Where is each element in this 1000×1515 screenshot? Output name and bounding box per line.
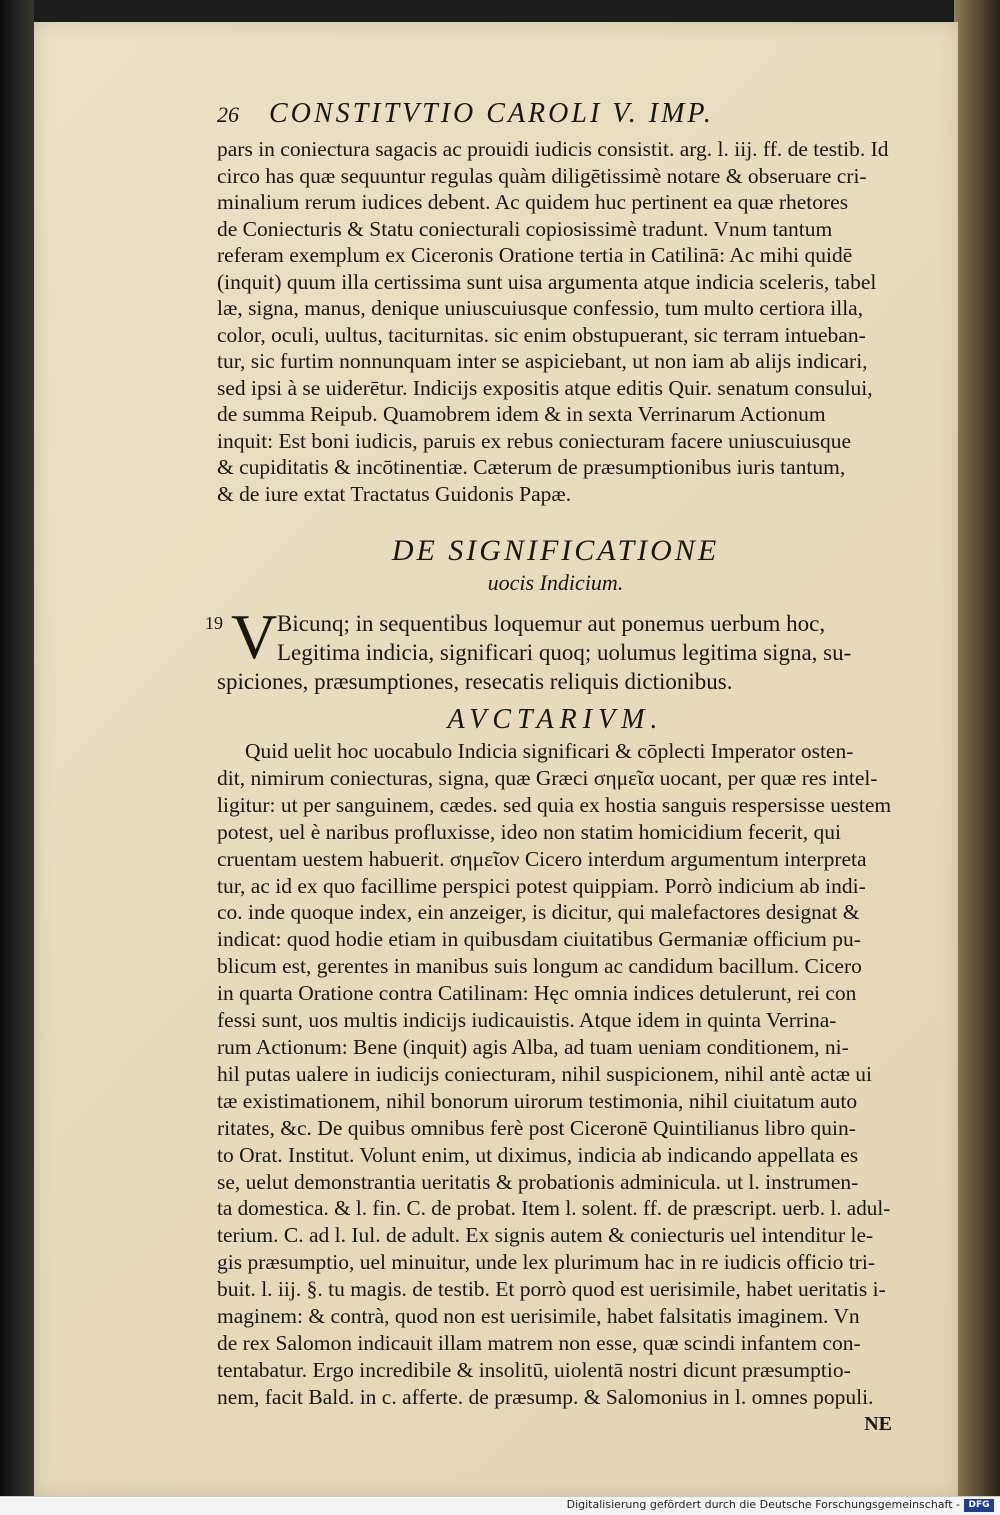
- text-line: tur, sic furtim nonnunquam inter se aspiciebant, ut non iam ab alijs indicari,: [217, 349, 868, 373]
- section-body: [205, 601, 894, 696]
- text-line: in quarta Oratione contra Catilinam: Hęc omnia indices detulerunt, rei con: [217, 981, 857, 1006]
- running-head: [217, 98, 894, 134]
- text-line: rum Actionum: Bene (inquit) agis Alba, ad tuam ueniam conditionem, ni-: [217, 1034, 849, 1059]
- auctarium-heading: AVCTARIVM.: [447, 704, 664, 735]
- text-line: potest, uel è naribus profluxisse, ideo non statim homicidium fecerit, qui: [217, 819, 841, 844]
- text-line: de summa Reipub. Quamobrem idem & in sexta Verrinarum Actionum: [217, 402, 826, 426]
- text-line: (inquit) quum illa certissima sunt uisa argumenta atque indicia sceleris, tabel: [217, 269, 877, 294]
- text-line: Legitima indicia, significari quoq; uolumus legitima signa, su-: [277, 640, 852, 665]
- text-line: buit. l. iij. §. tu magis. de testib. Et porrò quod est uerisimile, habet ueritatis i-: [217, 1277, 886, 1302]
- section-title: DE SIGNIFICATIONE: [391, 534, 720, 567]
- text-line: spiciones, præsumptiones, resecatis reliquis dictionibus.: [217, 669, 733, 694]
- text-line: nem, facit Bald. in c. afferte. de præsump. & Salomonius in l. omnes populi.: [217, 1384, 874, 1409]
- text-line: læ, signa, manus, denique uniuscuiusque confessio, tum multo certiora illa,: [217, 296, 864, 320]
- section-paragraph: [217, 609, 894, 696]
- text-line: inquit: Est boni iudicis, paruis ex rebus coniecturam facere uniuscuiusque: [217, 428, 852, 453]
- text-line: pars in coniectura sagacis ac prouidi iudicis consistit. arg. l. iij. ff. de testib. Id: [217, 137, 889, 161]
- auctarium-paragraph: [217, 738, 894, 1411]
- text-line: tæ existimationem, nihil bonorum uirorum testimonia, nihil ciuitatum auto: [217, 1088, 858, 1113]
- text-line: tur, ac id ex quo facillime perspici potest quippiam. Porrò indicium ab indi-: [217, 873, 866, 898]
- catchword: NE: [864, 1412, 892, 1435]
- text-line: color, oculi, uultus, taciturnitas. sic enim obstupuerant, sic terram intueban-: [217, 322, 866, 347]
- drop-cap: V: [231, 601, 278, 672]
- book-binding-right: [954, 0, 1000, 1497]
- book-binding-left: [0, 0, 34, 1497]
- text-line: tentabatur. Ergo incredibile & insolitū, uiolentā nostri dicunt præsumptio-: [217, 1357, 851, 1382]
- page-number: 26: [217, 102, 239, 127]
- footer-strip: [0, 1496, 1000, 1515]
- margin-article-number: 19: [205, 613, 223, 633]
- text-line: ta domestica. & l. fin. C. de probat. Item l. solent. ff. de præscript. uerb. l. adul-: [217, 1196, 891, 1221]
- text-line: co. inde quoque index, ein anzeiger, is dicitur, qui malefactores designat &: [217, 900, 860, 925]
- text-line: indicat: quod hodie etiam in quibusdam ciuitatibus Germaniæ officium pu-: [217, 927, 861, 952]
- text-line: se, uelut demonstrantia ueritatis & probationis adminicula. ut l. instrumen-: [217, 1169, 859, 1194]
- text-line: minalium rerum iudices debent. Ac quidem huc pertinent ea quæ rhetores: [217, 190, 849, 214]
- page-content: [205, 98, 894, 1436]
- footer-credit: Digitalisierung gefördert durch die Deutsche Forschungsgemeinschaft -: [566, 1498, 960, 1511]
- text-line: hil putas ualere in iudicijs coniecturam, nihil suspicionem, nihil antè actæ ui: [217, 1061, 873, 1086]
- text-line: to Orat. Institut. Volunt enim, ut diximus, indicia ab indicando appellata es: [217, 1142, 859, 1167]
- text-line: blicum est, gerentes in manibus suis longum ac candidum bacillum. Cicero: [217, 954, 862, 979]
- section-subtitle: uocis Indicium.: [487, 570, 624, 595]
- text-line: cruentam uestem habuerit. σημεῖον Cicero interdum argumentum interpreta: [217, 846, 867, 871]
- text-line: referam exemplum ex Ciceronis Oratione tertia in Catilinā: Ac mihi quidē: [217, 243, 853, 267]
- text-line: circo has quæ sequuntur regulas quàm diligētissimè notare & obseruare cri-: [217, 163, 867, 188]
- dfg-logo: DFG: [964, 1499, 994, 1512]
- text-line: sed ipsi à se uiderētur. Indicijs expositis atque editis Quir. senatum consului,: [217, 375, 873, 400]
- text-line: de rex Salomon indicauit illam matrem non esse, quæ scindi infantem con-: [217, 1330, 861, 1355]
- text-line: de Coniecturis & Statu coniecturali copiosissimè tradunt. Vnum tantum: [217, 216, 833, 241]
- text-line: maginem: & contrà, quod non est uerisimile, habet falsitatis imaginem. Vn: [217, 1304, 860, 1329]
- text-line: ligitur: ut per sanguinem, cædes. sed quia ex hostia sanguis respersisse uestem: [217, 792, 892, 817]
- text-line: & de iure extat Tractatus Guidonis Papæ.: [217, 481, 572, 506]
- text-line: Quid uelit hoc uocabulo Indicia significari & cōplecti Imperator osten-: [245, 739, 854, 763]
- text-line: ritates, &c. De quibus omnibus ferè post Ciceronē Quintilianus libro quin-: [217, 1115, 856, 1140]
- text-line: gis præsumptio, uel minuitur, unde lex plurimum hac in re iudicis officio tri-: [217, 1250, 875, 1275]
- running-title: CONSTITVTIO CAROLI V. IMP.: [269, 98, 714, 129]
- intro-paragraph: [217, 136, 894, 507]
- text-line: & cupiditatis & incōtinentiæ. Cæterum de præsumptionibus iuris tantum,: [217, 455, 846, 479]
- text-line: dit, nimirum coniecturas, signa, quæ Græci σημεῖα uocant, per quæ res intel-: [217, 765, 878, 790]
- text-line: Bicunq; in sequentibus loquemur aut ponemus uerbum hoc,: [277, 611, 826, 636]
- text-line: terium. C. ad l. Iul. de adult. Ex signis autem & coniecturis uel intenditur le-: [217, 1223, 874, 1248]
- text-line: fessi sunt, uos multis indicijs iudicauistis. Atque idem in quinta Verrina-: [217, 1008, 837, 1033]
